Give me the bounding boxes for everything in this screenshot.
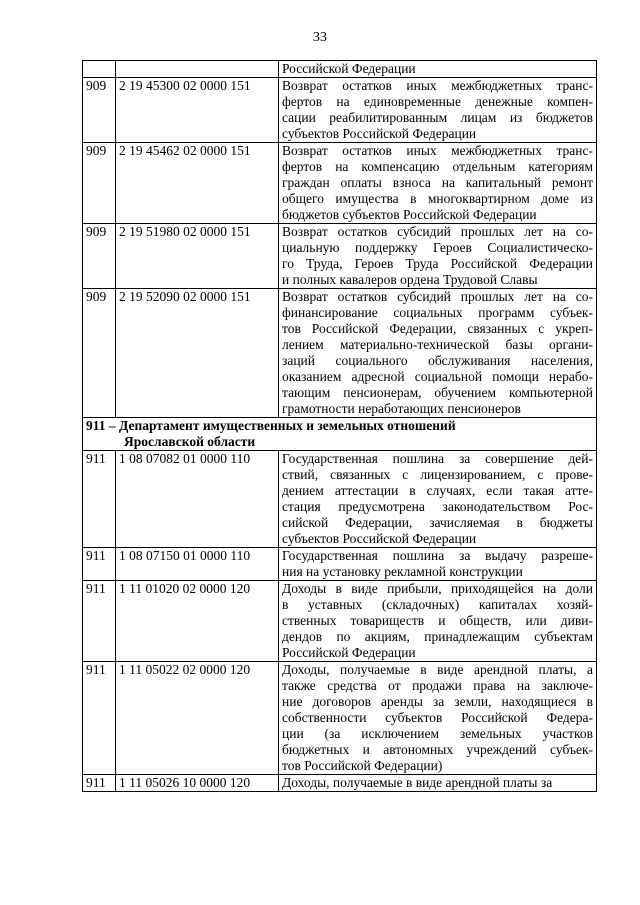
table-row bbox=[83, 143, 597, 224]
description-line: в уставных (складочных) капиталах хозяй- bbox=[282, 597, 593, 612]
admin-code-cell: 909 bbox=[83, 78, 116, 143]
revenue-description-cell bbox=[279, 548, 597, 581]
budget-classification-code-cell: 2 19 45462 02 0000 151 bbox=[116, 143, 279, 224]
table-row bbox=[83, 581, 597, 662]
description-line: циальную поддержку Героев Социалистическо- bbox=[282, 240, 593, 255]
description-line: Доходы, получаемые в виде арендной платы за bbox=[282, 775, 553, 790]
description-line: дендов по акциям, принадлежащим субъектам bbox=[282, 629, 593, 644]
table-row bbox=[83, 662, 597, 775]
description-line: собственности субъектов Российской Федера- bbox=[282, 710, 593, 725]
description-line: Доходы, получаемые в виде арендной платы, а bbox=[282, 662, 593, 677]
admin-code-cell bbox=[83, 61, 116, 78]
table-row bbox=[83, 61, 597, 78]
section-header-row bbox=[83, 418, 597, 451]
description-line: субъектов Российской Федерации bbox=[282, 531, 477, 546]
description-line: оказанием адресной социальной помощи нерабо- bbox=[282, 369, 593, 384]
budget-classification-code-cell: 1 11 05026 10 0000 120 bbox=[116, 775, 279, 792]
description-line: сийской Федерации, зачисляемая в бюджеты bbox=[282, 515, 593, 530]
description-line: ния на установку рекламной конструкции bbox=[282, 564, 523, 579]
budget-classification-code-cell: 2 19 45300 02 0000 151 bbox=[116, 78, 279, 143]
budget-classification-code-cell: 2 19 52090 02 0000 151 bbox=[116, 289, 279, 418]
admin-code-cell: 911 bbox=[83, 548, 116, 581]
table-row bbox=[83, 78, 597, 143]
revenue-description-cell bbox=[279, 61, 597, 78]
section-title-continuation: Ярославской области bbox=[124, 434, 256, 449]
page-number: 33 bbox=[313, 30, 327, 45]
description-line: субъектов Российской Федерации bbox=[282, 126, 477, 141]
revenue-description-cell bbox=[279, 775, 597, 792]
description-line: ции (за исключением земельных участков bbox=[282, 726, 593, 741]
description-line: также средства от продажи права на заключе- bbox=[282, 678, 593, 693]
description-line: Возврат остатков субсидий прошлых лет на со- bbox=[282, 289, 593, 304]
table-row bbox=[83, 451, 597, 548]
description-line: граждан оплаты взноса на капитальный ремонт bbox=[282, 175, 593, 190]
admin-code-cell: 911 bbox=[83, 451, 116, 548]
description-line: ствий, связанных с лицензированием, с прове- bbox=[282, 467, 593, 482]
table-row bbox=[83, 775, 597, 792]
description-line: грамотности неработающих пенсионеров bbox=[282, 401, 521, 416]
description-line: общего имущества в многоквартирном доме из bbox=[282, 191, 593, 206]
description-line: Государственная пошлина за совершение дей- bbox=[282, 451, 593, 466]
description-line: сации реабилитированным лицам из бюджетов bbox=[282, 110, 593, 125]
admin-code-cell: 911 bbox=[83, 775, 116, 792]
description-line: го Труда, Героев Труда Российской Федерации bbox=[282, 256, 593, 271]
description-line: тов Российской Федерации) bbox=[282, 758, 443, 773]
description-line: дением аттестации в случаях, если такая атте- bbox=[282, 483, 593, 498]
budget-classification-code-cell bbox=[116, 61, 279, 78]
description-line: ственных товариществ и обществ, или диви- bbox=[282, 613, 593, 628]
description-line: Возврат остатков субсидий прошлых лет на со- bbox=[282, 224, 593, 239]
revenue-description-cell bbox=[279, 143, 597, 224]
table-row bbox=[83, 224, 597, 289]
budget-codes-table bbox=[82, 60, 597, 792]
description-line: тающим пенсионерам, обучением компьютерной bbox=[282, 385, 593, 400]
description-line: Доходы в виде прибыли, приходящейся на доли bbox=[282, 581, 593, 596]
revenue-description-cell bbox=[279, 662, 597, 775]
admin-code-cell: 911 bbox=[83, 662, 116, 775]
description-line: Возврат остатков иных межбюджетных транс- bbox=[282, 143, 593, 158]
description-line: заций социального обслуживания населения, bbox=[282, 353, 593, 368]
admin-code-cell: 909 bbox=[83, 143, 116, 224]
description-line: Российской Федерации bbox=[282, 61, 416, 76]
section-title: 911 – Департамент имущественных и земельных отношений bbox=[86, 418, 456, 433]
description-line: Российской Федерации bbox=[282, 645, 416, 660]
description-line: Государственная пошлина за выдачу разреше- bbox=[282, 548, 593, 563]
admin-code-cell: 909 bbox=[83, 224, 116, 289]
description-line: бюджетов субъектов Российской Федерации bbox=[282, 207, 537, 222]
description-line: тов Российской Федерации, связанных с укреп- bbox=[282, 321, 593, 336]
budget-classification-code-cell: 1 11 05022 02 0000 120 bbox=[116, 662, 279, 775]
admin-code-cell: 911 bbox=[83, 581, 116, 662]
description-line: лением материально-технической базы органи- bbox=[282, 337, 593, 352]
description-line: фертов на компенсацию отдельным категориям bbox=[282, 159, 593, 174]
revenue-description-cell bbox=[279, 78, 597, 143]
revenue-description-cell bbox=[279, 224, 597, 289]
description-line: фертов на единовременные денежные компен- bbox=[282, 94, 593, 109]
description-line: ние договоров аренды за земли, находящиеся в bbox=[282, 694, 593, 709]
budget-classification-code-cell: 2 19 51980 02 0000 151 bbox=[116, 224, 279, 289]
table-row bbox=[83, 548, 597, 581]
budget-classification-code-cell: 1 11 01020 02 0000 120 bbox=[116, 581, 279, 662]
description-line: бюджетных и автономных учреждений субъек- bbox=[282, 742, 593, 757]
description-line: стация предусмотрена законодательством Рос- bbox=[282, 499, 593, 514]
description-line: финансирование социальных программ субъек- bbox=[282, 305, 593, 320]
description-line: и полных кавалеров ордена Трудовой Славы bbox=[282, 272, 538, 287]
description-line: Возврат остатков иных межбюджетных транс- bbox=[282, 78, 593, 93]
table-row bbox=[83, 289, 597, 418]
section-header-cell bbox=[83, 418, 597, 451]
revenue-description-cell bbox=[279, 451, 597, 548]
revenue-description-cell bbox=[279, 581, 597, 662]
admin-code-cell: 909 bbox=[83, 289, 116, 418]
revenue-description-cell bbox=[279, 289, 597, 418]
budget-classification-code-cell: 1 08 07150 01 0000 110 bbox=[116, 548, 279, 581]
budget-classification-code-cell: 1 08 07082 01 0000 110 bbox=[116, 451, 279, 548]
